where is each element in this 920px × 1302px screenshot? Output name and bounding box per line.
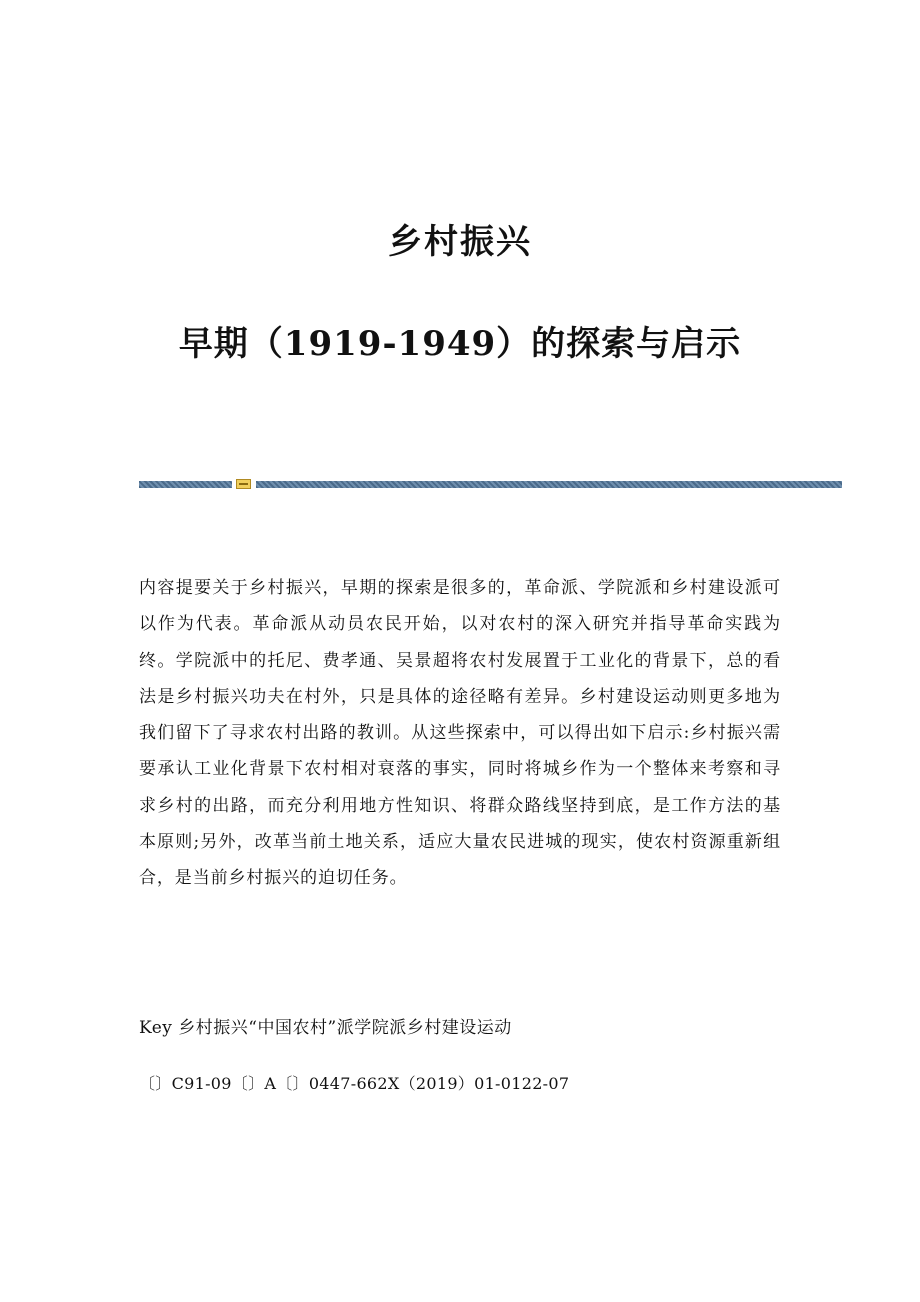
abstract-paragraph: 内容提要关于乡村振兴，早期的探索是很多的，革命派、学院派和乡村建设派可以作为代表。革命派从动员农民开始，以对农村的深入研究并指导革命实践为终。学院派中的托尼、费孝通、吴景超将农村发展置于工业化的背景下，总的看法是乡村振兴功夫在村外，只是具体的途径略有差异。乡村建设运动则更多地为我们留下了寻求农村出路的教训。从这些探索中，可以得出如下启示:乡村振兴需要承认工业化背景下农村相对衰落的事实，同时将城乡作为一个整体来考察和寻求乡村的出路，而充分利用地方性知识、将群众路线坚持到底，是工作方法的基本原则;另外，改革当前土地关系，适应大量农民进城的现实，使农村资源重新组合，是当前乡村振兴的迫切任务。 — [139, 578, 781, 889]
divider-bar-left — [139, 481, 232, 488]
title-divider — [139, 479, 842, 489]
classification-line: 〔〕C91-09〔〕A〔〕0447-662X（2019）01-0122-07 — [139, 1074, 570, 1093]
divider-ornament-icon — [236, 479, 251, 489]
keywords-line: Key 乡村振兴“中国农村”派学院派乡村建设运动 — [139, 1018, 512, 1038]
title-line-2: 早期（1919-1949）的探索与启示 — [178, 324, 742, 364]
divider-bar-right — [256, 481, 842, 488]
title-line-1: 乡村振兴 — [388, 222, 532, 262]
